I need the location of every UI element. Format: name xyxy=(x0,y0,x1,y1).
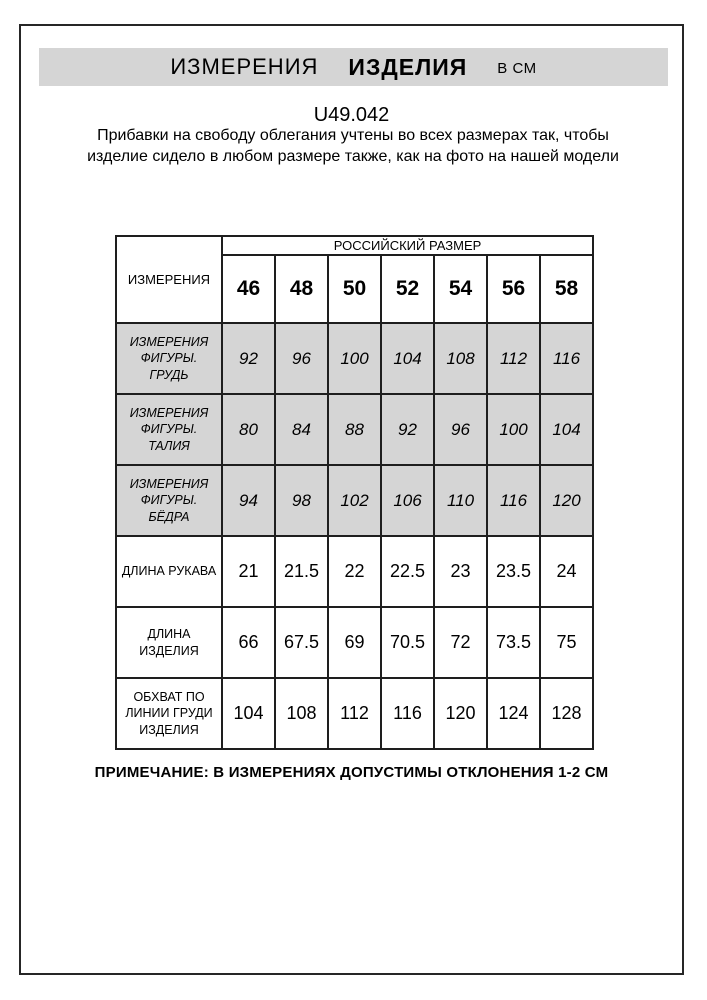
table-row xyxy=(116,607,593,678)
value-cell: 21.5 xyxy=(275,536,328,607)
value-cell: 67.5 xyxy=(275,607,328,678)
value-cell: 92 xyxy=(381,394,434,465)
value-cell: 22 xyxy=(328,536,381,607)
row-label: ИЗМЕРЕНИЯ ФИГУРЫ. ТАЛИЯ xyxy=(116,394,222,465)
table-row xyxy=(116,465,593,536)
row-label: ДЛИНА ИЗДЕЛИЯ xyxy=(116,607,222,678)
value-cell: 108 xyxy=(434,323,487,394)
value-cell: 128 xyxy=(540,678,593,749)
page-border-frame xyxy=(19,24,684,975)
value-cell: 22.5 xyxy=(381,536,434,607)
size-header-cell: 48 xyxy=(275,255,328,323)
corner-header-cell: ИЗМЕРЕНИЯ xyxy=(116,236,222,323)
model-code: U49.042 xyxy=(313,104,390,126)
size-header-cell: 54 xyxy=(434,255,487,323)
value-cell: 106 xyxy=(381,465,434,536)
title-bar xyxy=(39,48,668,86)
value-cell: 88 xyxy=(328,394,381,465)
row-label: ОБХВАТ ПО ЛИНИИ ГРУДИ ИЗДЕЛИЯ xyxy=(116,678,222,749)
value-cell: 124 xyxy=(487,678,540,749)
table-body xyxy=(116,323,593,749)
value-cell: 23 xyxy=(434,536,487,607)
value-cell: 69 xyxy=(328,607,381,678)
value-cell: 104 xyxy=(540,394,593,465)
value-cell: 96 xyxy=(434,394,487,465)
value-cell: 80 xyxy=(222,394,275,465)
value-cell: 72 xyxy=(434,607,487,678)
value-cell: 94 xyxy=(222,465,275,536)
size-header-cell: 56 xyxy=(487,255,540,323)
title-units: В СМ xyxy=(497,60,537,77)
value-cell: 73.5 xyxy=(487,607,540,678)
size-header-cell: 52 xyxy=(381,255,434,323)
value-cell: 110 xyxy=(434,465,487,536)
value-cell: 92 xyxy=(222,323,275,394)
value-cell: 104 xyxy=(381,323,434,394)
table-row xyxy=(116,678,593,749)
value-cell: 96 xyxy=(275,323,328,394)
row-label: ДЛИНА РУКАВА xyxy=(116,536,222,607)
table-group-header-row xyxy=(116,236,593,255)
table-row xyxy=(116,536,593,607)
value-cell: 100 xyxy=(328,323,381,394)
value-cell: 108 xyxy=(275,678,328,749)
value-cell: 66 xyxy=(222,607,275,678)
table-row xyxy=(116,323,593,394)
fit-description: Прибавки на свободу облегания учтены во всех размерах так, чтобы изделие сидело в любом размере также, как на фото на нашей модели xyxy=(87,127,619,165)
value-cell: 120 xyxy=(434,678,487,749)
value-cell: 21 xyxy=(222,536,275,607)
group-header-cell: РОССИЙСКИЙ РАЗМЕР xyxy=(222,236,593,255)
table-row xyxy=(116,394,593,465)
value-cell: 75 xyxy=(540,607,593,678)
value-cell: 102 xyxy=(328,465,381,536)
size-table xyxy=(115,235,594,750)
value-cell: 120 xyxy=(540,465,593,536)
value-cell: 98 xyxy=(275,465,328,536)
size-header-cell: 46 xyxy=(222,255,275,323)
value-cell: 116 xyxy=(487,465,540,536)
value-cell: 116 xyxy=(540,323,593,394)
size-header-cell: 58 xyxy=(540,255,593,323)
value-cell: 112 xyxy=(487,323,540,394)
title-measurements: ИЗМЕРЕНИЯ xyxy=(170,54,319,79)
value-cell: 70.5 xyxy=(381,607,434,678)
value-cell: 23.5 xyxy=(487,536,540,607)
value-cell: 116 xyxy=(381,678,434,749)
size-header-cell: 50 xyxy=(328,255,381,323)
row-label: ИЗМЕРЕНИЯ ФИГУРЫ. ГРУДЬ xyxy=(116,323,222,394)
tolerance-note: ПРИМЕЧАНИЕ: В ИЗМЕРЕНИЯХ ДОПУСТИМЫ ОТКЛОНЕНИЯ 1-2 СМ xyxy=(94,764,609,781)
value-cell: 24 xyxy=(540,536,593,607)
value-cell: 84 xyxy=(275,394,328,465)
row-label: ИЗМЕРЕНИЯ ФИГУРЫ. БЁДРА xyxy=(116,465,222,536)
value-cell: 104 xyxy=(222,678,275,749)
value-cell: 100 xyxy=(487,394,540,465)
title-product: ИЗДЕЛИЯ xyxy=(348,53,468,80)
value-cell: 112 xyxy=(328,678,381,749)
